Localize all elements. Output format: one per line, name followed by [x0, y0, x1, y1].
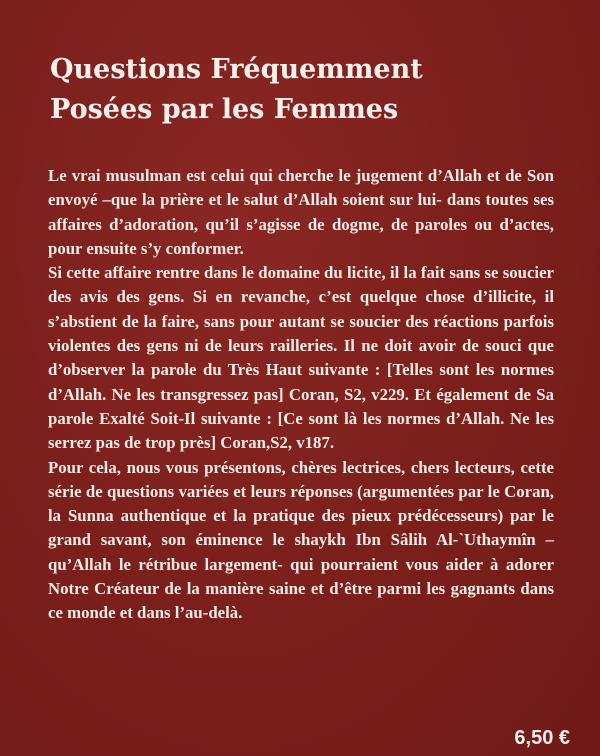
blurb-paragraph-2: Si cette affaire rentre dans le domaine du licite, il la fait sans se soucier des avis des gens. Si en revanche, c’est quelque chose d’illicite, il s’abstient de la faire, sans pour autant se soucier des réactions parfois violentes des gens ni de leurs railleries. Il ne doit avoir de souci que d’observer la parole du Très Haut suivante : [Telles sont les normes d’Allah. Ne les transgressez pas] Coran, S2, v229. Et également de Sa parole Exalté Soit-Il suivante : [Ce sont là les normes d’Allah. Ne les serrez pas de trop près] Coran,S2, v187. [48, 263, 554, 453]
book-title [50, 50, 423, 130]
blurb-paragraph-1: Le vrai musulman est celui qui cherche le jugement d’Allah et de Son envoyé –que la prière et le salut d’Allah soient sur lui- dans toutes ses affaires d’adoration, qu’il s’agisse de dogme, de paroles ou d’actes, pour ensuite s’y conformer. [48, 166, 554, 258]
blurb-text [48, 164, 554, 626]
blurb-paragraph-3: Pour cela, nous vous présentons, chères lectrices, chers lecteurs, cette série de questions variées et leurs réponses (argumentées par le Coran, la Sunna authentique et la pratique des pieux prédécesseurs) par le grand savant, son éminence le shaykh Ibn Sâlih Al-`Uthaymîn –qu’Allah le rétribue largement- qui pourraient vous aider à adorer Notre Créateur de la manière saine et d’être parmi les gagnants dans ce monde et dans l’au-delà. [48, 457, 554, 623]
title-line-2: Posées par les Femmes [50, 94, 399, 125]
price-label: 6,50 € [514, 727, 570, 749]
title-line-1: Questions Fréquemment [50, 54, 423, 85]
